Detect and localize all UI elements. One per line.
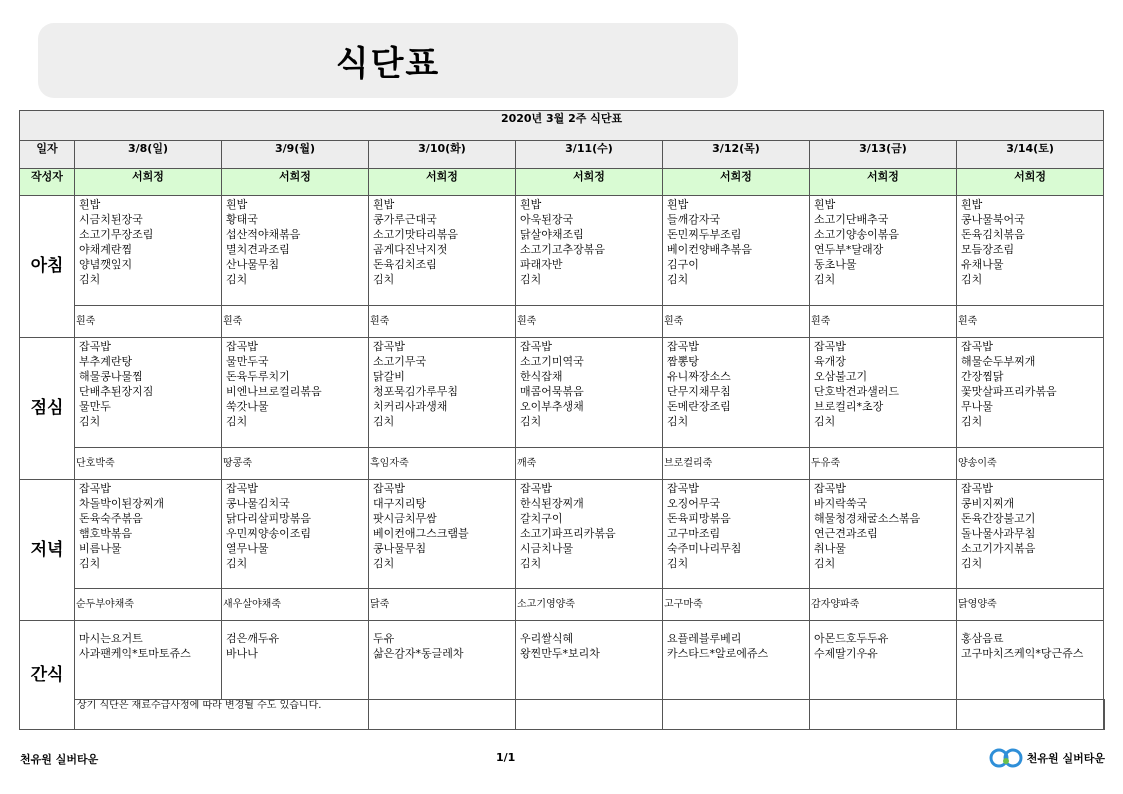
logo-text: 천유원 실버타운 xyxy=(1026,752,1105,765)
snack-item: 바나나 xyxy=(226,647,258,660)
menu-item: 콩나물김치국 xyxy=(226,497,290,510)
weekly-menu-table xyxy=(19,110,1105,730)
lunch-menu-cell xyxy=(222,338,369,448)
snack-item: 왕찐만두*보리차 xyxy=(520,647,600,660)
menu-item: 흰밥 xyxy=(520,198,542,211)
snack-item: 두유 xyxy=(373,632,395,645)
dinner-menu-cell xyxy=(810,480,957,589)
menu-item: 잡곡밥 xyxy=(814,482,846,495)
menu-item: 양념깻잎지 xyxy=(79,258,133,271)
snack-item: 홍삼음료 xyxy=(961,632,1004,645)
menu-item: 아욱된장국 xyxy=(520,213,574,226)
menu-item: 고구마조림 xyxy=(667,527,721,540)
snack-item: 요플레블루베리 xyxy=(667,632,742,645)
menu-item: 소고기미역국 xyxy=(520,355,584,368)
day-author: 서희정 xyxy=(516,169,663,196)
menu-item: 김치 xyxy=(814,557,836,570)
menu-item: 김치 xyxy=(373,415,395,428)
menu-item: 잡곡밥 xyxy=(667,482,699,495)
lunch-porridge: 두유죽 xyxy=(810,448,957,480)
dinner-label: 저녁 xyxy=(20,480,75,621)
breakfast-menu-cell xyxy=(222,196,369,306)
menu-item: 단무지채무침 xyxy=(667,385,731,398)
menu-item: 콩가루근대국 xyxy=(373,213,437,226)
menu-item: 동초나물 xyxy=(814,258,857,271)
menu-item: 돈육숙주볶음 xyxy=(79,512,143,525)
dinner-porridge: 새우살야채죽 xyxy=(222,589,369,621)
snack-menu-cell xyxy=(369,621,516,700)
menu-item: 간장찜닭 xyxy=(961,370,1004,383)
menu-item: 유니짜장소스 xyxy=(667,370,731,383)
menu-item: 콩나물북어국 xyxy=(961,213,1025,226)
lunch-porridge: 단호박죽 xyxy=(75,448,222,480)
menu-item: 잡곡밥 xyxy=(79,482,111,495)
dinner-menu-cell xyxy=(222,480,369,589)
empty-cell xyxy=(516,700,663,730)
menu-item: 물만두국 xyxy=(226,355,269,368)
day-author: 서희정 xyxy=(222,169,369,196)
lunch-porridge: 양송이죽 xyxy=(957,448,1104,480)
breakfast-menu-cell xyxy=(516,196,663,306)
snack-item: 우리쌀식혜 xyxy=(520,632,574,645)
menu-item: 돈육피망볶음 xyxy=(667,512,731,525)
menu-item: 흰밥 xyxy=(226,198,248,211)
menu-item: 멸치견과조림 xyxy=(226,243,290,256)
dinner-porridge: 소고기영양죽 xyxy=(516,589,663,621)
menu-item: 김치 xyxy=(667,273,689,286)
menu-item: 매콤어묵볶음 xyxy=(520,385,584,398)
menu-item: 콩비지찌개 xyxy=(961,497,1015,510)
lunch-label: 점심 xyxy=(20,338,75,480)
lunch-porridge: 브로컬리죽 xyxy=(663,448,810,480)
breakfast-porridge: 흰죽 xyxy=(810,306,957,338)
menu-item: 오징어무국 xyxy=(667,497,721,510)
menu-item: 산나물무침 xyxy=(226,258,280,271)
menu-item: 짬뽕탕 xyxy=(667,355,699,368)
menu-item: 숙주미나리무침 xyxy=(667,542,742,555)
menu-item: 황태국 xyxy=(226,213,258,226)
menu-item: 김치 xyxy=(226,557,248,570)
menu-item: 김치 xyxy=(814,273,836,286)
lunch-menu-cell xyxy=(663,338,810,448)
dinner-menu-cell xyxy=(369,480,516,589)
snack-menu-cell xyxy=(810,621,957,700)
lunch-menu-cell xyxy=(369,338,516,448)
menu-item: 꽃맛살파프리카볶음 xyxy=(961,385,1057,398)
snack-item: 삶은감자*동글레차 xyxy=(373,647,464,660)
snack-item: 수제딸기우유 xyxy=(814,647,878,660)
menu-item: 김치 xyxy=(373,273,395,286)
menu-item: 비름나물 xyxy=(79,542,122,555)
day-author: 서희정 xyxy=(663,169,810,196)
breakfast-porridge: 흰죽 xyxy=(663,306,810,338)
menu-item: 김치 xyxy=(79,557,101,570)
menu-item: 흰밥 xyxy=(961,198,983,211)
snack-item: 카스타드*알로에쥬스 xyxy=(667,647,769,660)
menu-item: 돈육간장불고기 xyxy=(961,512,1036,525)
dinner-porridge: 닭죽 xyxy=(369,589,516,621)
menu-item: 김치 xyxy=(520,415,542,428)
menu-item: 시금치된장국 xyxy=(79,213,143,226)
menu-item: 해물콩나물찜 xyxy=(79,370,143,383)
empty-cell xyxy=(810,700,957,730)
lunch-porridge: 흑임자죽 xyxy=(369,448,516,480)
menu-item: 바지락쑥국 xyxy=(814,497,868,510)
menu-item: 청포묵김가루무침 xyxy=(373,385,459,398)
day-author: 서희정 xyxy=(810,169,957,196)
menu-item: 잡곡밥 xyxy=(226,482,258,495)
menu-item: 육개장 xyxy=(814,355,846,368)
lunch-porridge: 깨죽 xyxy=(516,448,663,480)
menu-item: 잡곡밥 xyxy=(520,340,552,353)
menu-item: 잡곡밥 xyxy=(961,482,993,495)
menu-item: 잡곡밥 xyxy=(961,340,993,353)
page-number: 1/1 xyxy=(496,751,516,764)
breakfast-menu-cell xyxy=(369,196,516,306)
menu-item: 갈치구이 xyxy=(520,512,563,525)
menu-item: 해물순두부찌개 xyxy=(961,355,1036,368)
empty-cell xyxy=(1104,700,1105,730)
dinner-porridge: 순두부야채죽 xyxy=(75,589,222,621)
menu-item: 김치 xyxy=(814,415,836,428)
menu-item: 잡곡밥 xyxy=(226,340,258,353)
menu-item: 한식된장찌개 xyxy=(520,497,584,510)
snack-menu-cell xyxy=(957,621,1104,700)
menu-item: 돈육김치조림 xyxy=(373,258,437,271)
footer-org-name: 천유원 실버타운 xyxy=(20,753,99,766)
menu-item: 단호박견과샐러드 xyxy=(814,385,900,398)
menu-item: 김치 xyxy=(226,273,248,286)
day-author: 서희정 xyxy=(957,169,1104,196)
menu-item: 단배추된장지짐 xyxy=(79,385,154,398)
breakfast-porridge: 흰죽 xyxy=(222,306,369,338)
menu-item: 돈육김치볶음 xyxy=(961,228,1025,241)
menu-item: 야채계란찜 xyxy=(79,243,133,256)
snack-item: 마시는요거트 xyxy=(79,632,143,645)
menu-item: 섭산적야채볶음 xyxy=(226,228,301,241)
menu-item: 김치 xyxy=(961,415,983,428)
day-date-header: 3/8(일) xyxy=(75,141,222,169)
notice-text: 상기 식단은 재료수급사정에 따라 변경될 수도 있습니다. xyxy=(75,700,369,730)
menu-item: 소고기고추장볶음 xyxy=(520,243,606,256)
dinner-menu-cell xyxy=(75,480,222,589)
day-date-header: 3/9(월) xyxy=(222,141,369,169)
snack-item: 고구마치즈케익*당근쥬스 xyxy=(961,647,1084,660)
menu-item: 쑥갓나물 xyxy=(226,400,269,413)
footer-logo xyxy=(989,746,1105,770)
day-author: 서희정 xyxy=(75,169,222,196)
table-title: 2020년 3월 2주 식단표 xyxy=(20,111,1104,141)
snack-item: 아몬드호두두유 xyxy=(814,632,889,645)
menu-item: 소고기무국 xyxy=(373,355,427,368)
menu-item: 오이부추생채 xyxy=(520,400,584,413)
menu-item: 한식잡채 xyxy=(520,370,563,383)
day-date-header: 3/14(토) xyxy=(957,141,1104,169)
menu-item: 소고기단배추국 xyxy=(814,213,889,226)
menu-item: 김치 xyxy=(373,557,395,570)
menu-item: 시금치나물 xyxy=(520,542,574,555)
menu-item: 오삼불고기 xyxy=(814,370,868,383)
dinner-porridge: 닭영양죽 xyxy=(957,589,1104,621)
snack-item: 사과팬케익*토마토쥬스 xyxy=(79,647,191,660)
menu-item: 흰밥 xyxy=(814,198,836,211)
menu-item: 흰밥 xyxy=(667,198,689,211)
day-date-header: 3/10(화) xyxy=(369,141,516,169)
empty-cell xyxy=(957,700,1104,730)
menu-item: 비엔나브로컬리볶음 xyxy=(226,385,322,398)
menu-item: 파래자반 xyxy=(520,258,563,271)
snack-menu-cell xyxy=(516,621,663,700)
menu-item: 소고기가지볶음 xyxy=(961,542,1036,555)
day-author: 서희정 xyxy=(369,169,516,196)
menu-item: 돈메란장조림 xyxy=(667,400,731,413)
menu-item: 닭갈비 xyxy=(373,370,405,383)
dinner-menu-cell xyxy=(516,480,663,589)
author-label: 작성자 xyxy=(20,169,75,196)
menu-item: 연두부*달래장 xyxy=(814,243,884,256)
empty-cell xyxy=(369,700,516,730)
lunch-menu-cell xyxy=(810,338,957,448)
breakfast-porridge: 흰죽 xyxy=(369,306,516,338)
menu-item: 연근견과조림 xyxy=(814,527,878,540)
menu-item: 취나물 xyxy=(814,542,846,555)
menu-item: 김치 xyxy=(520,273,542,286)
snack-item: 검은깨두유 xyxy=(226,632,280,645)
menu-item: 잡곡밥 xyxy=(373,340,405,353)
menu-item: 팟시금치무쌈 xyxy=(373,512,437,525)
snack-menu-cell xyxy=(222,621,369,700)
snack-menu-cell xyxy=(75,621,222,700)
snack-menu-cell xyxy=(663,621,810,700)
breakfast-menu-cell xyxy=(810,196,957,306)
menu-item: 김치 xyxy=(961,557,983,570)
menu-item: 김치 xyxy=(520,557,542,570)
day-date-header: 3/11(수) xyxy=(516,141,663,169)
day-date-header: 3/13(금) xyxy=(810,141,957,169)
empty-cell xyxy=(663,700,810,730)
page-title: 식단표 xyxy=(335,44,441,84)
menu-item: 잡곡밥 xyxy=(520,482,552,495)
snack-label: 간식 xyxy=(20,621,75,730)
breakfast-menu-cell xyxy=(75,196,222,306)
day-date-header: 3/12(목) xyxy=(663,141,810,169)
menu-item: 김치 xyxy=(79,273,101,286)
logo-icon xyxy=(989,746,1025,770)
dinner-menu-cell xyxy=(957,480,1104,589)
menu-item: 치커리사과생채 xyxy=(373,400,448,413)
dinner-menu-cell xyxy=(663,480,810,589)
menu-item: 소고기무장조림 xyxy=(79,228,154,241)
menu-item: 돈육두루치기 xyxy=(226,370,290,383)
menu-item: 닭살야채조림 xyxy=(520,228,584,241)
menu-item: 모듬장조림 xyxy=(961,243,1015,256)
menu-item: 열무나물 xyxy=(226,542,269,555)
menu-item: 우민찌양송이조림 xyxy=(226,527,312,540)
breakfast-menu-cell xyxy=(663,196,810,306)
menu-item: 차돌박이된장찌개 xyxy=(79,497,165,510)
menu-item: 햄호박볶음 xyxy=(79,527,133,540)
lunch-menu-cell xyxy=(516,338,663,448)
menu-item: 소고기파프리카볶음 xyxy=(520,527,616,540)
menu-item: 김치 xyxy=(961,273,983,286)
menu-item: 부추계란탕 xyxy=(79,355,133,368)
breakfast-porridge: 흰죽 xyxy=(75,306,222,338)
menu-item: 브로컬리*초장 xyxy=(814,400,884,413)
menu-item: 김치 xyxy=(667,557,689,570)
date-label: 일자 xyxy=(20,141,75,169)
menu-item: 김치 xyxy=(79,415,101,428)
menu-item: 소고기양송이볶음 xyxy=(814,228,900,241)
menu-item: 김구이 xyxy=(667,258,699,271)
menu-item: 해물청경채굴소스볶음 xyxy=(814,512,921,525)
menu-item: 잡곡밥 xyxy=(373,482,405,495)
menu-item: 흰밥 xyxy=(79,198,101,211)
page-title-banner xyxy=(38,23,738,98)
menu-item: 콩나물무침 xyxy=(373,542,427,555)
menu-item: 김치 xyxy=(226,415,248,428)
menu-item: 무나물 xyxy=(961,400,993,413)
breakfast-menu-cell xyxy=(957,196,1104,306)
menu-item: 물만두 xyxy=(79,400,111,413)
breakfast-porridge: 흰죽 xyxy=(957,306,1104,338)
menu-item: 돌나물사과무침 xyxy=(961,527,1036,540)
breakfast-porridge: 흰죽 xyxy=(516,306,663,338)
lunch-porridge: 땅콩죽 xyxy=(222,448,369,480)
menu-item: 잡곡밥 xyxy=(667,340,699,353)
menu-item: 베이컨양배추볶음 xyxy=(667,243,753,256)
menu-item: 들깨감자국 xyxy=(667,213,721,226)
menu-item: 흰밥 xyxy=(373,198,395,211)
menu-item: 잡곡밥 xyxy=(814,340,846,353)
dinner-porridge: 고구마죽 xyxy=(663,589,810,621)
menu-item: 대구지리탕 xyxy=(373,497,427,510)
breakfast-label: 아침 xyxy=(20,196,75,338)
menu-item: 소고기맛타리볶음 xyxy=(373,228,459,241)
menu-item: 돈민찌두부조림 xyxy=(667,228,742,241)
dinner-porridge: 감자양파죽 xyxy=(810,589,957,621)
menu-item: 유채나물 xyxy=(961,258,1004,271)
lunch-menu-cell xyxy=(957,338,1104,448)
menu-item: 닭다리살피망볶음 xyxy=(226,512,312,525)
menu-item: 김치 xyxy=(667,415,689,428)
menu-item: 베이컨애그스크램블 xyxy=(373,527,469,540)
menu-item: 곰게다진낙지젓 xyxy=(373,243,448,256)
menu-item: 잡곡밥 xyxy=(79,340,111,353)
lunch-menu-cell xyxy=(75,338,222,448)
